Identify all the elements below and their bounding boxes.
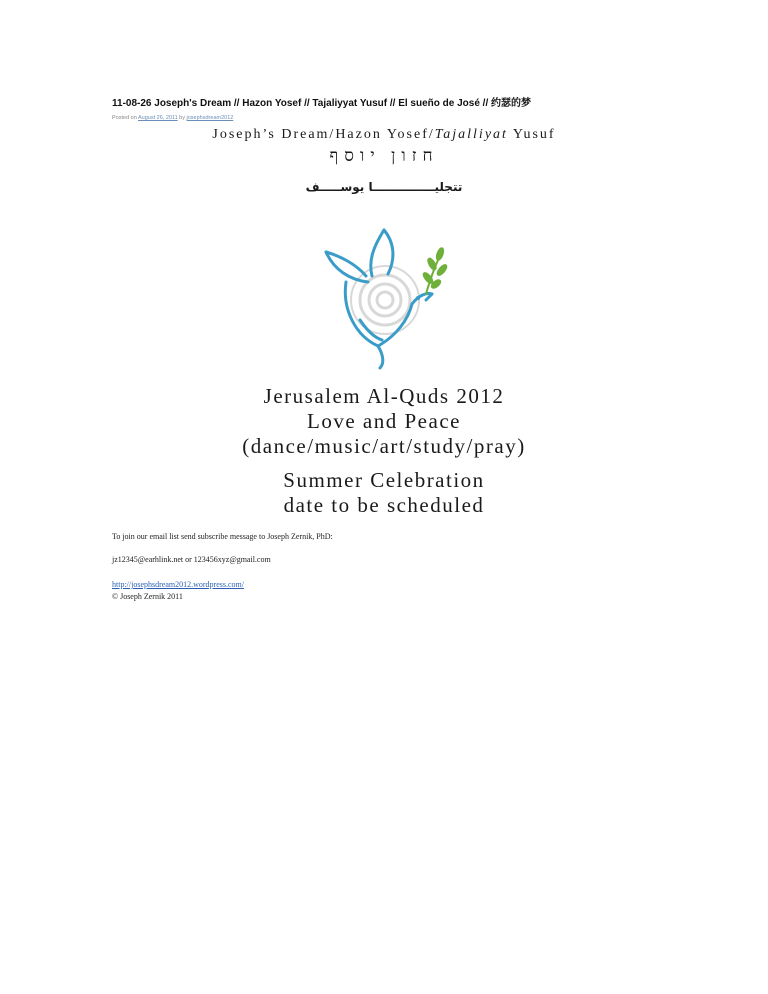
website-link-row	[112, 580, 244, 589]
post-title[interactable]: 11-08-26 Joseph's Dream // Hazon Yosef // Tajaliyyat Yusuf // El sueño de José // 约瑟的梦	[112, 98, 532, 109]
event-line-date: date to be scheduled	[283, 493, 485, 517]
english-heading-end: Yusuf	[507, 127, 556, 142]
arabic-heading: تتجليـــــــــــــــا يوســـــف	[305, 180, 463, 194]
event-line-city: Jerusalem Al-Quds 2012	[263, 384, 505, 408]
join-instructions: To join our email list send subscribe message to Joseph Zernik, PhD:	[112, 532, 333, 541]
event-line-activities: (dance/music/art/study/pray)	[242, 434, 526, 458]
event-line-celebration: Summer Celebration	[283, 468, 485, 492]
hebrew-heading: חזון יוסף	[329, 146, 439, 165]
post-meta	[112, 115, 233, 121]
post-date-link[interactable]: August 26, 2011	[138, 115, 178, 121]
dove-with-olive-branch-icon	[322, 224, 448, 370]
copyright: © Joseph Zernik 2011	[112, 592, 183, 601]
english-heading-plain: Joseph’s Dream/Hazon Yosef/	[212, 127, 435, 142]
post-author-link[interactable]: josephsdream2012	[186, 115, 234, 121]
contact-emails: jz12345@earhlink.net or 123456xyz@gmail.com	[112, 555, 271, 564]
meta-prefix: Posted on	[112, 115, 138, 121]
english-heading-italic: Tajalliyat	[434, 127, 508, 142]
english-heading	[0, 127, 768, 143]
meta-by: by	[177, 115, 187, 121]
event-line-theme: Love and Peace	[307, 409, 461, 433]
website-link[interactable]: http://josephsdream2012.wordpress.com/	[112, 580, 244, 589]
